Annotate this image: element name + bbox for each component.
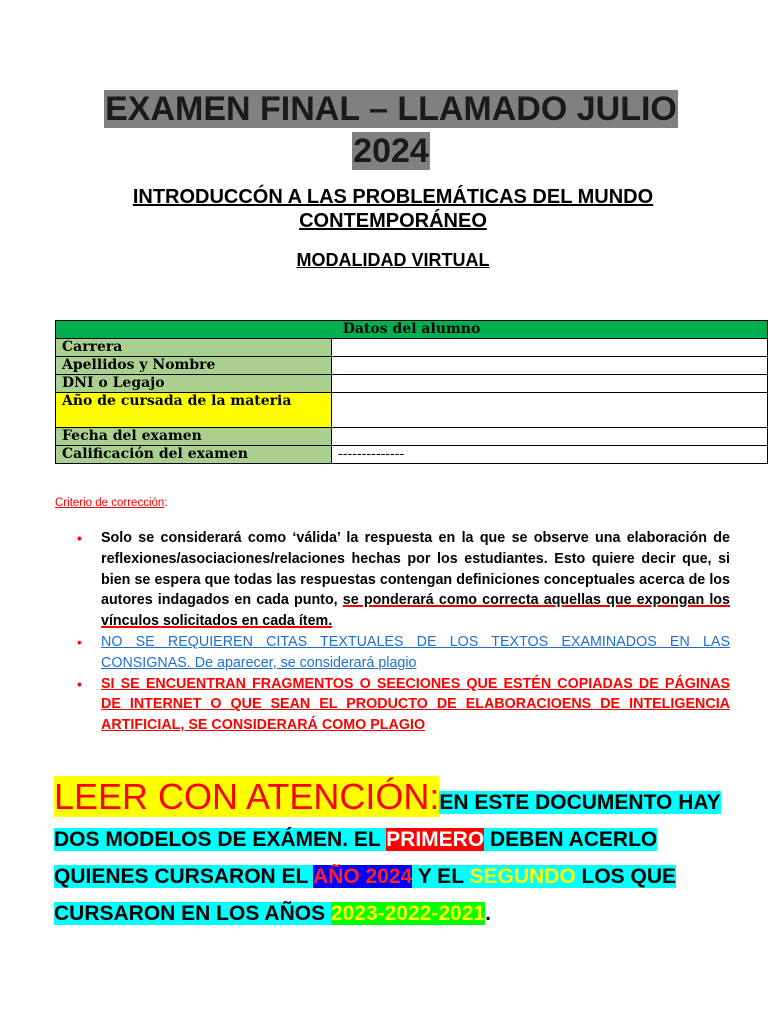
notice-primero: PRIMERO xyxy=(386,828,485,851)
table-row xyxy=(56,375,768,393)
exam-title xyxy=(0,88,768,172)
bullet-icon: • xyxy=(77,633,82,650)
field-fecha[interactable] xyxy=(332,428,768,446)
bullet-icon: • xyxy=(77,675,82,692)
list-item: • SI SE ENCUENTRAN FRAGMENTOS O SEECIONES QUE ESTÉN COPIADAS DE PÁGINAS DE INTERNET O QUE SEAN EL PRODUCTO DE ELABORACIOENS DE INTELIGENCIA ARTIFICIAL, SE CONSIDERARÁ COMO PLAGIO xyxy=(77,675,730,734)
bullet-icon: • xyxy=(77,530,82,546)
row-label-carrera: Carrera xyxy=(56,339,332,357)
row-label-nombre: Apellidos y Nombre xyxy=(56,357,332,375)
criteria-emphasis: se ponderará como correcta aquellas que expongan los vínculos solicitados en cada ítem. xyxy=(101,592,730,630)
field-anio[interactable] xyxy=(332,393,768,428)
notice-segundo: SEGUNDO xyxy=(469,865,576,888)
table-row xyxy=(56,428,768,446)
title-line-2: 2024 xyxy=(353,132,429,170)
table-header: Datos del alumno xyxy=(56,321,768,339)
row-label-dni: DNI o Legajo xyxy=(56,375,332,393)
student-data-table xyxy=(55,320,768,464)
table-row xyxy=(56,393,768,428)
notice-years: 2023-2022-2021 xyxy=(330,902,486,925)
modality-label: MODALIDAD VIRTUAL xyxy=(296,250,490,270)
course-subtitle: INTRODUCCÓN A LAS PROBLEMÁTICAS DEL MUNDO CONTEMPORÁNEO xyxy=(132,186,654,232)
field-carrera[interactable] xyxy=(332,339,768,357)
notice-lead: LEER CON ATENCIÓN: xyxy=(54,776,440,817)
criteria-heading: Criterio de corrección: xyxy=(55,497,168,509)
table-row xyxy=(56,357,768,375)
title-line-1: EXAMEN FINAL – LLAMADO JULIO xyxy=(105,90,677,128)
table-row xyxy=(56,339,768,357)
table-header-row xyxy=(56,321,768,339)
field-calificacion: -------------- xyxy=(332,446,768,464)
row-label-calificacion: Calificación del examen xyxy=(56,446,332,464)
row-label-anio: Año de cursada de la materia xyxy=(56,393,332,428)
field-dni[interactable] xyxy=(332,375,768,393)
notice-year: AÑO 2024 xyxy=(313,865,413,888)
list-item: • NO SE REQUIEREN CITAS TEXTUALES DE LOS TEXTOS EXAMINADOS EN LAS CONSIGNAS. De aparecer, se considerará plagio xyxy=(77,633,730,671)
row-label-fecha: Fecha del examen xyxy=(56,428,332,446)
list-item: • Solo se considerará como ‘válida’ la respuesta en la que se observe una elaboración de reflexiones/asociaciones/relaciones hechas por los estudiantes. Esto quiere decir que, si bien se espera que todas las respuestas contengan definiciones conceptuales acerca de los autores indagados en cada punto, se ponderará como correcta aquellas que expongan los vínculos solicitados en cada ítem. xyxy=(77,530,730,630)
field-nombre[interactable] xyxy=(332,357,768,375)
attention-notice: LEER CON ATENCIÓN:EN ESTE DOCUMENTO HAY DOS MODELOS DE EXÁMEN. EL PRIMERO DEBEN ACERLO QUIENES CURSARON EL AÑO 2024 Y EL SEGUNDO LOS QUE CURSARON EN LOS AÑOS 2023-2022-2021. xyxy=(54,776,721,925)
table-row xyxy=(56,446,768,464)
criteria-list xyxy=(77,528,730,736)
